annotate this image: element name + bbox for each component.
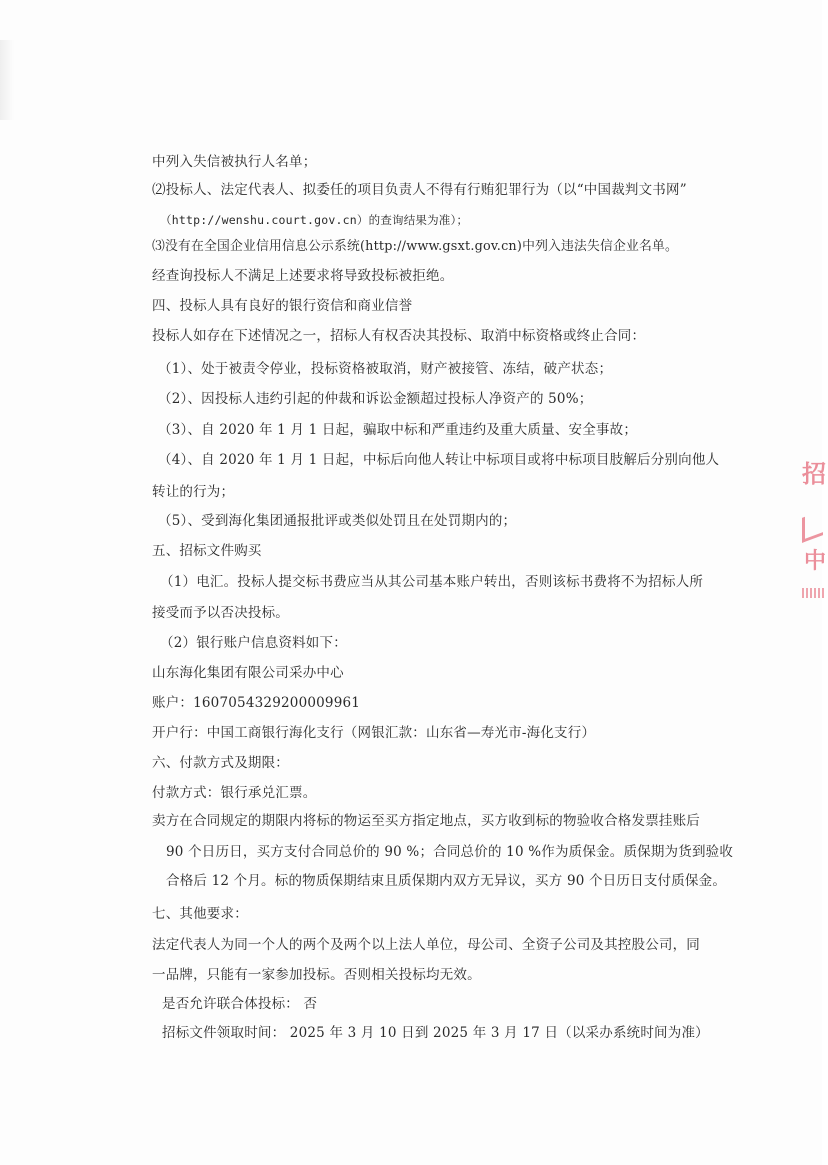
text-line-8: （1）、处于被责令停业，投标资格被取消，财产被接管、冻结，破产状态； [158, 361, 613, 377]
bank-branch: 开户行：中国工商银行海化支行（网银汇款：山东省—寿光市-海化支行） [152, 725, 596, 741]
text-line-23: 卖方在合同规定的期限内将标的物运至买方指定地点，买方收到标的物验收合格发票挂账后 [152, 813, 700, 829]
text-line-27: 法定代表人为同一个人的两个及两个以上法人单位，母公司、全资子公司及其控股公司，同 [152, 937, 700, 953]
payment-method: 付款方式：银行承兑汇票。 [152, 785, 317, 801]
text-line-9: （2）、因投标人违约引起的仲裁和诉讼金额超过投标人净资产的 50%； [158, 391, 593, 407]
text-line-16: 接受而予以否决投标。 [152, 605, 289, 621]
text-line-12: 转让的行为； [152, 484, 235, 500]
bank-account: 账户：1607054329200009961 [152, 695, 361, 711]
seal-char-2: 中 [804, 549, 827, 574]
section-heading-4: 四、投标人具有良好的银行资信和商业信誉 [152, 298, 413, 314]
document-pickup-time: 招标文件领取时间： 2025 年 3 月 10 日到 2025 年 3 月 17 日（以采办系统时间为准） [162, 1025, 709, 1041]
text-line-1: 中列入失信被执行人名单； [152, 154, 317, 170]
text-line-3: （http://wenshu.court.gov.cn）的查询结果为准）； [160, 213, 469, 227]
text-line-5: 经查询投标人不满足上述要求将导致投标被拒绝。 [152, 268, 454, 284]
red-seal-fragment [798, 440, 828, 610]
consortium-bid: 是否允许联合体投标： 否 [162, 996, 318, 1012]
seal-stroke-mark [802, 510, 823, 543]
text-line-15: （1）电汇。投标人提交标书费应当从其公司基本账户转出，否则该标书费将不为招标人所 [160, 574, 704, 590]
text-line-4: ⑶没有在全国企业信用信息公示系统(http://www.gsxt.gov.cn)中列入违法失信企业名单。 [152, 239, 679, 254]
text-line-7: 投标人如存在下述情况之一，招标人有权否决其投标、取消中标资格或终止合同： [152, 328, 646, 344]
text-line-13: （5）、受到海化集团通报批评或类似处罚且在处罚期内的； [158, 513, 517, 529]
text-line-28: 一品牌，只能有一家参加投标。否则相关投标均无效。 [152, 967, 481, 983]
text-line-11: （4）、自 2020 年 1 月 1 日起，中标后向他人转让中标项目或将中标项目肢解后分别向他人 [158, 452, 720, 468]
seal-stripes [802, 588, 824, 598]
text-line-25: 合格后 12 个月。标的物质保期结束且质保期内双方无异议，买方 90 个日历日支付质保金。 [166, 873, 727, 889]
scan-edge-shadow [0, 40, 14, 120]
section-heading-5: 五、招标文件购买 [152, 543, 262, 559]
section-heading-6: 六、付款方式及期限： [152, 755, 289, 771]
section-heading-7: 七、其他要求： [152, 906, 248, 922]
text-line-17: （2）银行账户信息资料如下： [160, 635, 347, 651]
text-line-10: （3）、自 2020 年 1 月 1 日起，骗取中标和严重违约及重大质量、安全事故； [158, 422, 638, 438]
text-line-24: 90 个日历日，买方支付合同总价的 90 %；合同总价的 10 %作为质保金。质保期为货到验收 [166, 844, 734, 860]
seal-char-1: 招 [802, 460, 826, 488]
text-line-2: ⑵投标人、法定代表人、拟委任的项目负责人不得有行贿犯罪行为（以“中国裁判文书网” [152, 182, 687, 198]
company-name: 山东海化集团有限公司采办中心 [152, 665, 344, 681]
